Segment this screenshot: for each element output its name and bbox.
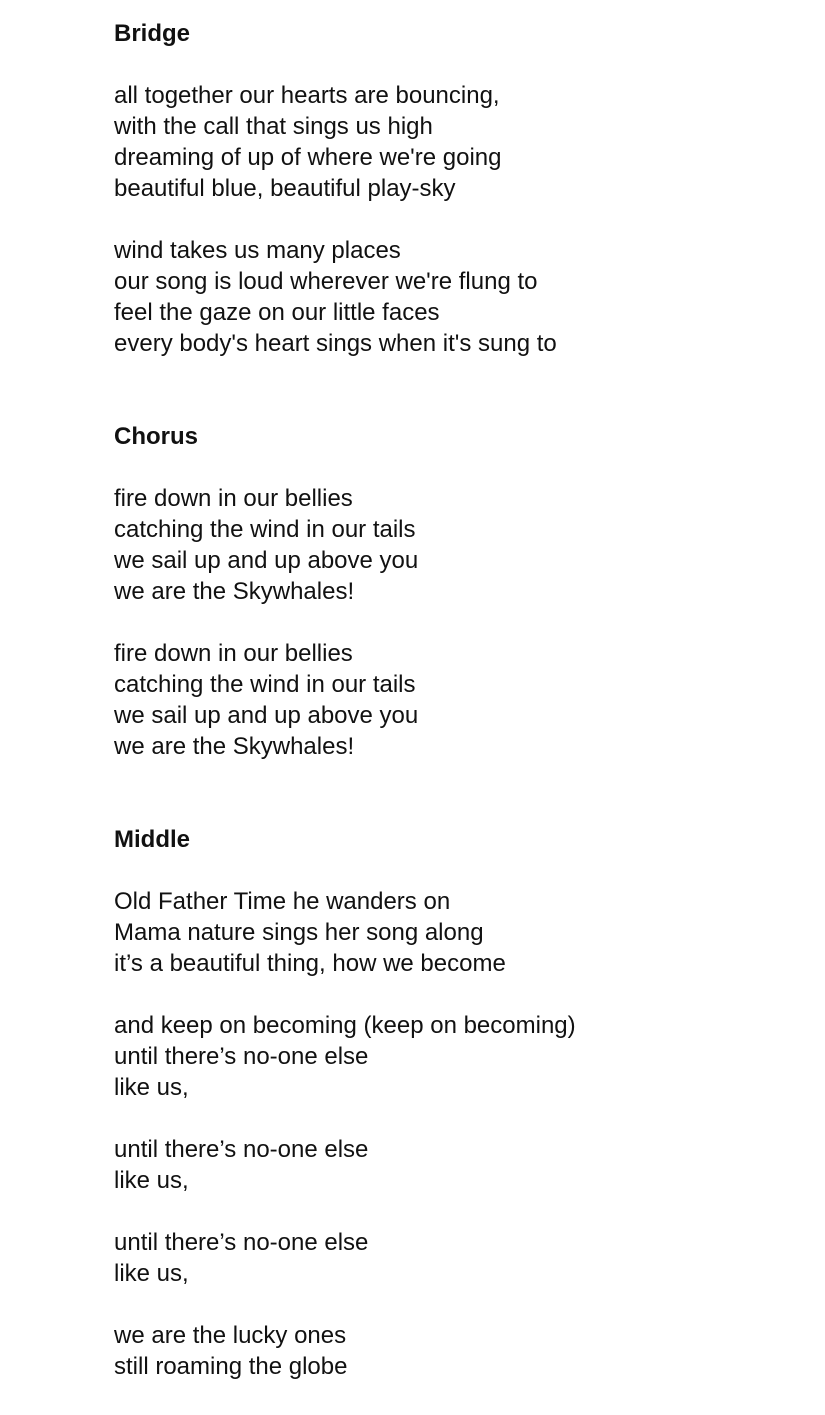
lyric-line: and keep on becoming (keep on becoming) [114, 1012, 576, 1039]
lyric-line: with the call that sings us high [114, 113, 433, 140]
lyric-line: until there’s no-one else [114, 1229, 369, 1256]
section-chorus [114, 421, 794, 762]
section-heading: Bridge [114, 20, 191, 47]
lyric-line: fire down in our bellies [114, 640, 353, 667]
lyric-line: catching the wind in our tails [114, 516, 416, 543]
lyric-line: like us, [114, 1260, 189, 1287]
section-middle [114, 824, 794, 1382]
lyric-line: every body's heart sings when it's sung to [114, 330, 557, 357]
lyric-line: our song is loud wherever we're flung to [114, 268, 538, 295]
stanza [114, 886, 794, 979]
lyric-line: dreaming of up of where we're going [114, 144, 502, 171]
lyric-line: like us, [114, 1074, 189, 1101]
lyric-line: fire down in our bellies [114, 485, 353, 512]
stanza [114, 638, 794, 762]
lyric-line: like us, [114, 1167, 189, 1194]
stanza [114, 80, 794, 204]
lyric-line: until there’s no-one else [114, 1136, 369, 1163]
lyric-line: beautiful blue, beautiful play-sky [114, 175, 456, 202]
lyric-line: Mama nature sings her song along [114, 919, 484, 946]
lyric-line: feel the gaze on our little faces [114, 299, 440, 326]
lyric-line: wind takes us many places [114, 237, 401, 264]
section-bridge [114, 18, 794, 359]
lyric-line: catching the wind in our tails [114, 671, 416, 698]
section-heading: Chorus [114, 423, 198, 450]
lyric-line: all together our hearts are bouncing, [114, 82, 500, 109]
stanza [114, 1134, 794, 1196]
lyrics-document [114, 18, 794, 1382]
stanza [114, 235, 794, 359]
lyric-line: we are the Skywhales! [114, 578, 355, 605]
lyric-line: we are the lucky ones [114, 1322, 347, 1349]
lyric-line: we sail up and up above you [114, 547, 419, 574]
stanza [114, 1010, 794, 1103]
stanza [114, 1227, 794, 1289]
lyric-line: we are the Skywhales! [114, 733, 355, 760]
stanza [114, 483, 794, 607]
lyric-line: until there’s no-one else [114, 1043, 369, 1070]
stanza [114, 1320, 794, 1382]
lyric-line: Old Father Time he wanders on [114, 888, 451, 915]
lyric-line: still roaming the globe [114, 1353, 348, 1380]
lyric-line: we sail up and up above you [114, 702, 419, 729]
lyric-line: it’s a beautiful thing, how we become [114, 950, 506, 977]
section-heading: Middle [114, 826, 190, 853]
